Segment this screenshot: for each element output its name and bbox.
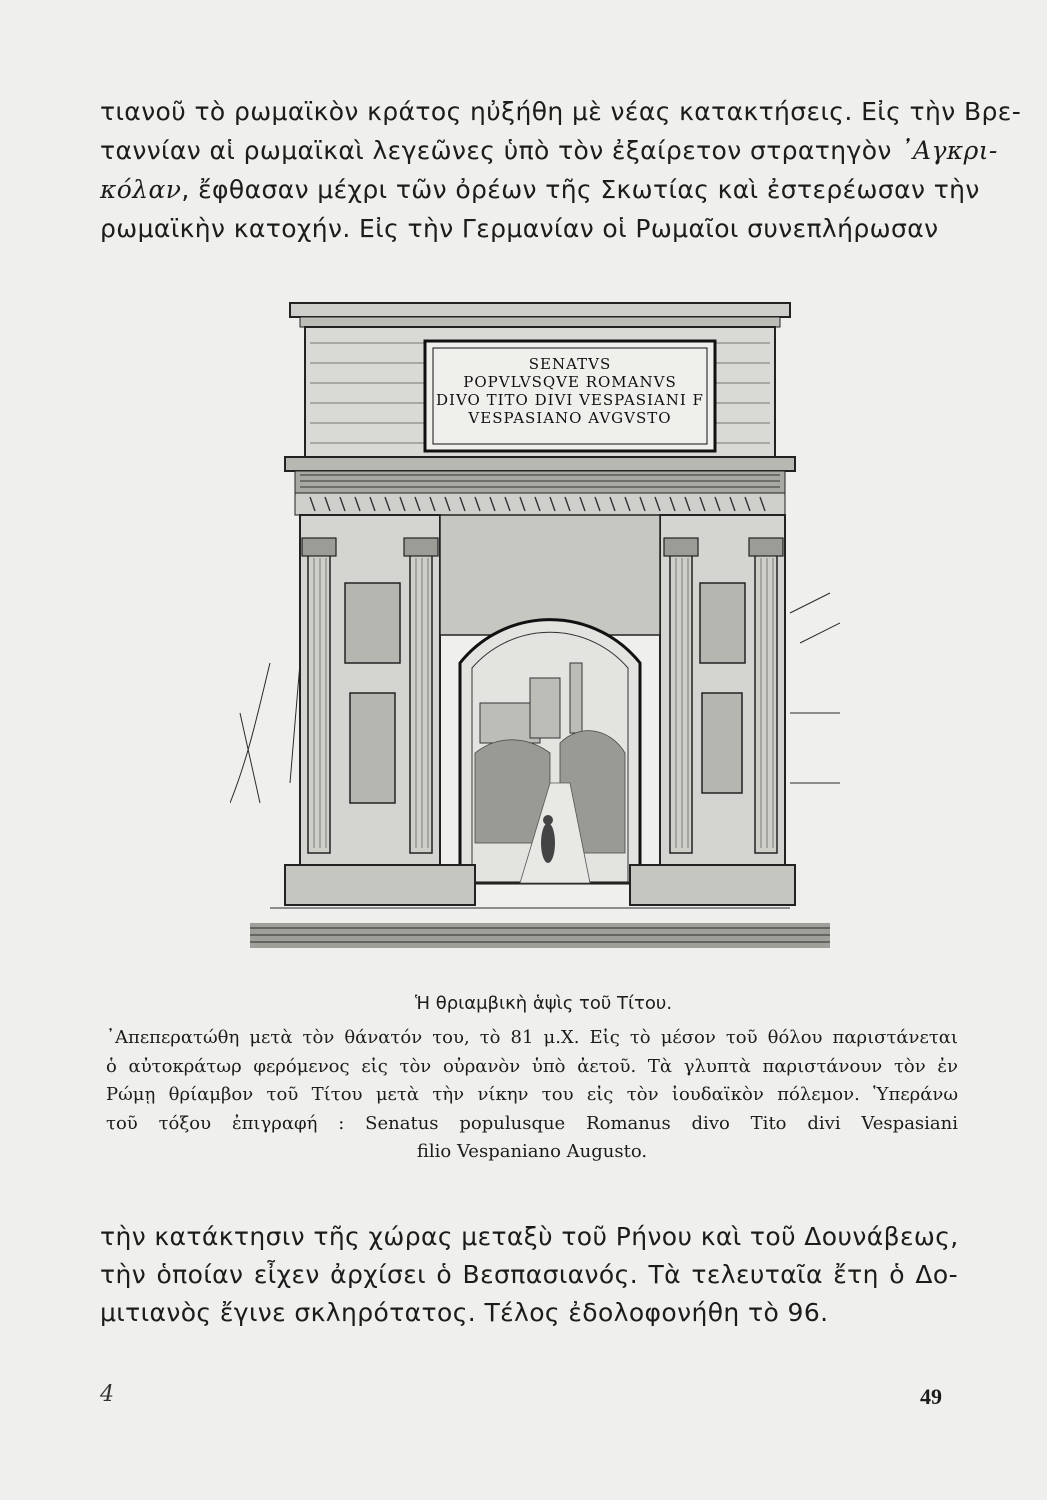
caption-line: ὁ αὐτοκράτωρ φερόμενος εἰς τὸν οὐρανὸν ὑπὸ ἀετοῦ. Τὰ γλυπτὰ παριστάνουν τὸν ἐν xyxy=(106,1055,958,1077)
text-line: ρωμαϊκὴν κατοχήν. Εἰς τὴν Γερμανίαν οἱ Ρωμαῖοι συνεπλήρωσαν xyxy=(100,214,939,243)
text-line: τὴν κατάκτησιν τῆς χώρας μεταξὺ τοῦ Ρήνου καὶ τοῦ Δουνάβεως, xyxy=(100,1222,959,1251)
inscription-line: VESPASIANO AVGVSTO xyxy=(468,409,672,427)
text-line: μιτιανὸς ἔγινε σκληρότατος. Τέλος ἐδολοφονήθη τὸ 96. xyxy=(100,1298,829,1327)
inscription-line: DIVO TITO DIVI VESPASIANI F xyxy=(436,391,704,409)
arch-of-titus-engraving xyxy=(230,283,840,963)
text-line: τιανοῦ τὸ ρωμαϊκὸν κράτος ηὐξήθη μὲ νέας κατακτήσεις. Εἰς τὴν Βρε- xyxy=(100,97,1022,126)
text-line: τὴν ὁποίαν εἶχεν ἀρχίσει ὁ Βεσπασιανός. Τὰ τελευταῖα ἔτη ὁ Δο- xyxy=(100,1260,958,1289)
body-text-bottom xyxy=(100,1218,958,1332)
figure-caption-body xyxy=(106,1024,958,1167)
page-number: 49 xyxy=(920,1384,942,1409)
caption-line: filio Vespaniano Augusto. xyxy=(416,1141,648,1162)
text-line: κόλαν, ἔφθασαν μέχρι τῶν ὀρέων τῆς Σκωτίας καὶ ἐστερέωσαν τὴν xyxy=(100,175,980,204)
inscription-line: SENATVS xyxy=(528,355,612,373)
name-italic: ᾿Αγκρι- xyxy=(900,136,998,165)
figure-caption-title: Ἡ θριαμβικὴ ἁψὶς τοῦ Τίτου. xyxy=(414,993,673,1014)
caption-line: Ρώμῃ θρίαμβον τοῦ Τίτου μετὰ τὴν νίκην του εἰς τὸν ἰουδαϊκὸν πόλεμον. Ὑπεράνω xyxy=(106,1084,958,1105)
name-italic: κόλαν xyxy=(100,175,182,204)
caption-line: τοῦ τόξου ἐπιγραφή : Senatus populusque Romanus divo Tito divi Vespasiani xyxy=(106,1112,958,1134)
margin-mark: 4 xyxy=(100,1382,114,1407)
caption-line: ᾿Απεπερατώθη μετὰ τὸν θάνατόν του, τὸ 81 μ.Χ. Εἰς τὸ μέσον τοῦ θόλου παριστάνεται xyxy=(106,1027,958,1048)
inscription-line: POPVLVSQVE ROMANVS xyxy=(463,373,677,391)
body-text-top xyxy=(100,92,1022,248)
text-line: ταννίαν αἱ ρωμαϊκαὶ λεγεῶνες ὑπὸ τὸν ἐξαίρετον στρατηγὸν ᾿Αγκρι- xyxy=(100,136,998,165)
